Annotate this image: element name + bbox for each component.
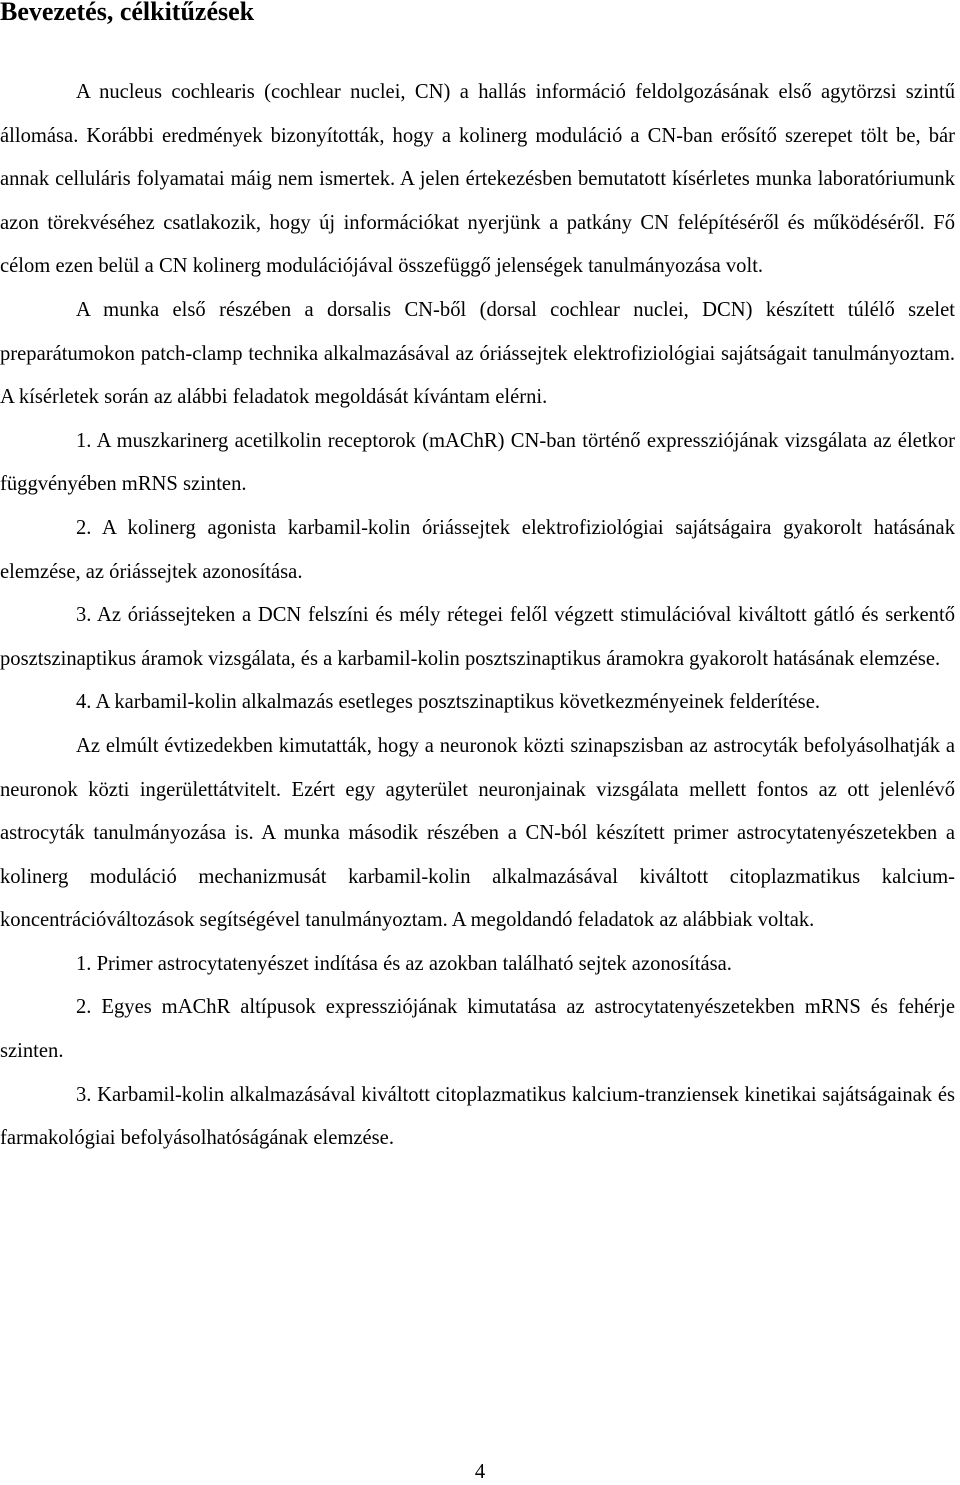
paragraph-introduction: A nucleus cochlearis (cochlear nuclei, CN) a hallás információ feldolgozásának első agytörzsi szintű állomása. Korábbi eredmények bizonyították, hogy a kolinerg moduláció a CN-ban erősítő szerepet tölt be, bár annak celluláris folyamatai máig nem ismertek. A jelen értekezésben bemutatott kísérletes munka laboratóriumunk azon törekvéséhez csatlakozik, hogy új információkat nyerjünk a patkány CN felépítéséről és működéséről. Fő célom ezen belül a CN kolinerg modulációjával összefüggő jelenségek tanulmányozása volt. [0, 81, 955, 278]
body-text [0, 71, 955, 1161]
list-item-aim-4: 4. A karbamil-kolin alkalmazás esetleges posztszinaptikus következményeinek felderítése. [76, 691, 820, 714]
section-heading: Bevezetés, célkitűzések [0, 0, 255, 26]
page-number: 4 [474, 1461, 486, 1483]
list-item-aim-1: 1. A muszkarinerg acetilkolin receptorok (mAChR) CN-ban történő expressziójának vizsgálata az életkor függvényében mRNS szinten. [0, 429, 955, 496]
paragraph-first-part-aims: A munka első részében a dorsalis CN-ből (dorsal cochlear nuclei, DCN) készített túlélő szelet preparátumokon patch-clamp technika alkalmazásával az óriássejtek elektrofiziológiai sajátságait tanulmányoztam. A kísérletek során az alábbi feladatok megoldását kívántam elérni. [0, 298, 955, 409]
list-item-aim-2: 2. A kolinerg agonista karbamil-kolin óriássejtek elektrofiziológiai sajátságaira gyakorolt hatásának elemzése, az óriássejtek azonosítása. [0, 516, 955, 583]
paragraph-second-part-aims: Az elmúlt évtizedekben kimutatták, hogy a neuronok közti szinapszisban az astrocyták befolyásolhatják a neuronok közti ingerülettátvitelt. Ezért egy agyterület neuronjainak vizsgálata mellett fontos az ott jelenlévő astrocyták tanulmányozása is. A munka második részében a CN-ból készített primer astrocytatenyészetekben a kolinerg moduláció mechanizmusát karbamil-kolin alkalmazásával kiváltott citoplazmatikus kalcium-koncentrációváltozások segítségével tanulmányoztam. A megoldandó feladatok az alábbiak voltak. [0, 734, 955, 932]
list-item-task-2: 2. Egyes mAChR altípusok expressziójának kimutatása az astrocytatenyészetekben mRNS és fehérje szinten. [0, 996, 955, 1063]
list-item-task-1: 1. Primer astrocytatenyészet indítása és az azokban található sejtek azonosítása. [76, 952, 732, 975]
list-item-aim-3: 3. Az óriássejteken a DCN felszíni és mély rétegei felől végzett stimulációval kiváltott gátló és serkentő posztszinaptikus áramok vizsgálata, és a karbamil-kolin posztszinaptikus áramokra gyakorolt hatásának elemzése. [0, 604, 955, 670]
list-item-task-3: 3. Karbamil-kolin alkalmazásával kiváltott citoplazmatikus kalcium-tranziensek kinetikai sajátságainak és farmakológiai befolyásolhatóságának elemzése. [0, 1083, 955, 1150]
